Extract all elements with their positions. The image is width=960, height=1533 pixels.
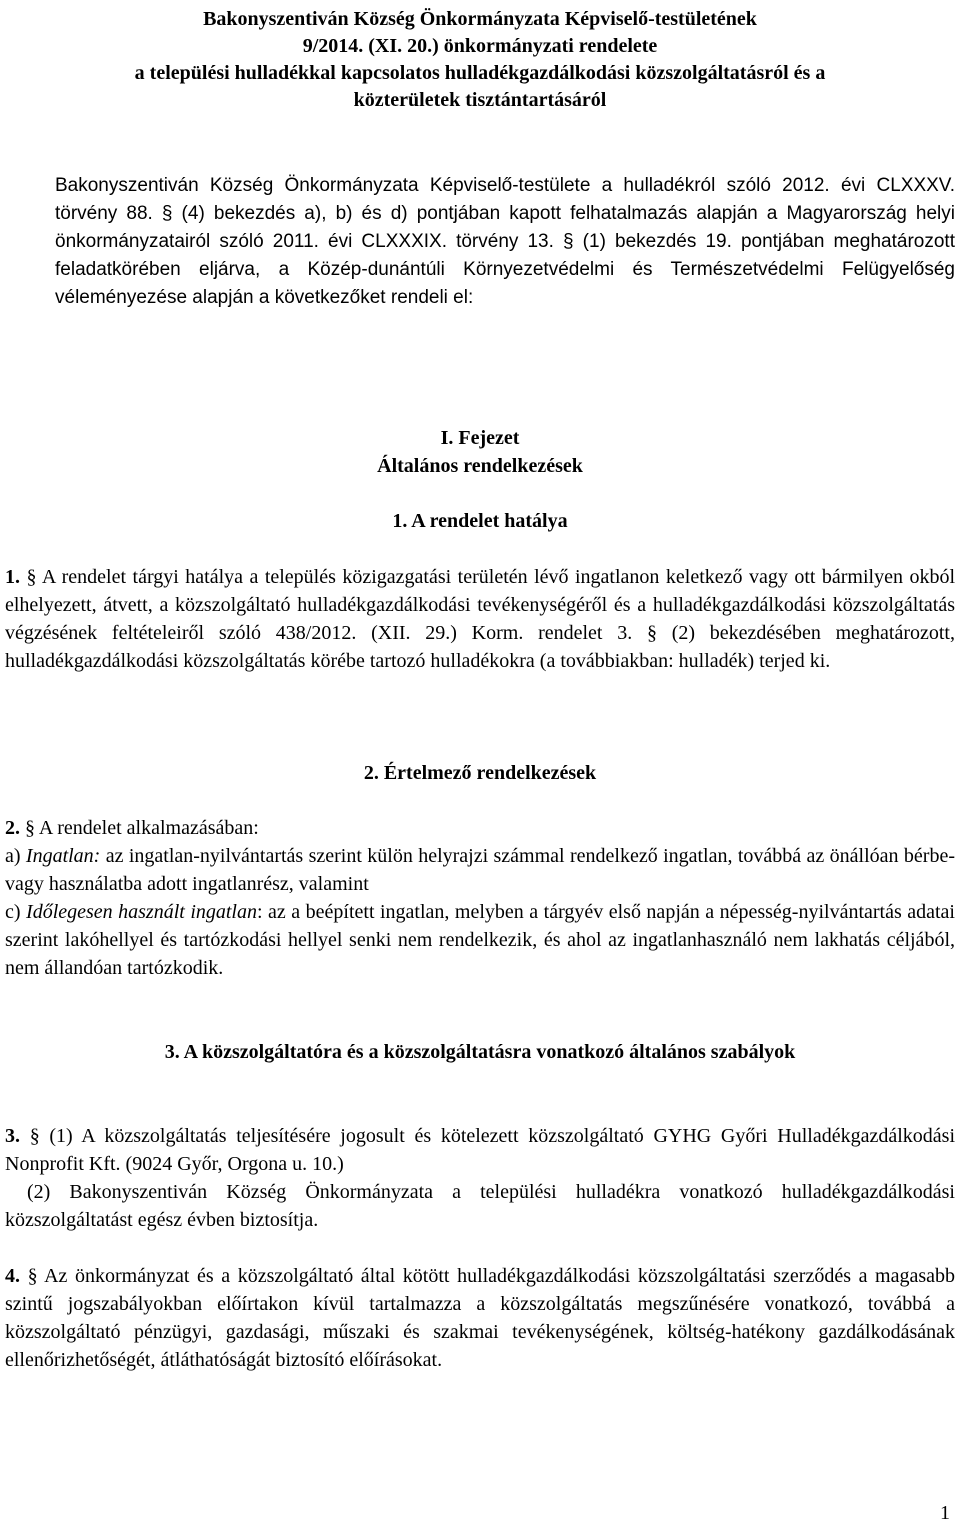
section-1-paragraph (5, 563, 955, 675)
section-3-paragraph (5, 1122, 955, 1234)
preamble-text: Bakonyszentiván Község Önkormányzata Képviselő-testülete a hulladékról szóló 2012. évi CLXXXV. törvény 88. § (4) bekezdés a), b) és d) pontjában kapott felhatalmazás alapján a Magyarország helyi önkormányzatairól szóló 2011. évi CLXXXIX. törvény 13. § (1) bekezdés 19. pontjában meghatározott feladatkörében eljárva, a Közép-dunántúli Környezetvédelmi és Természetvédelmi Felügyelőség véleményezése alapján a következőket rendeli el: (55, 175, 955, 308)
section-1-heading: 1. A rendelet hatálya (392, 510, 568, 532)
definition-c-prefix: c) (5, 901, 27, 923)
section-2-intro-line (5, 814, 955, 842)
title-line-3: a települési hulladékkal kapcsolatos hulladékgazdálkodási közszolgáltatásról és a (134, 62, 826, 84)
preamble (5, 172, 955, 312)
section-1-number: 1. (5, 566, 20, 588)
page-number: 1 (940, 1502, 950, 1524)
section-2-paragraph (5, 814, 955, 982)
section-3-text-1: § (1) A közszolgáltatás teljesítésére jogosult és kötelezett közszolgáltató GYHG Győri Hulladékgazdálkodási Nonprofit Kft. (9024 Győr, Orgona u. 10.) (5, 1125, 955, 1175)
section-3-point-1 (5, 1122, 955, 1178)
definition-a-text: az ingatlan-nyilvántartás szerint külön helyrajzi számmal rendelkező ingatlan, továbbá az önállóan bérbe- vagy használatba adott ingatlanrész, valamint (5, 845, 955, 895)
definition-a-term: Ingatlan: (25, 845, 101, 867)
definition-c (5, 898, 955, 982)
section-1-text: § A rendelet tárgyi hatálya a település közigazgatási területén lévő ingatlanon keletkező vagy ott bármilyen okból elhelyezett, átvett, a közszolgáltató hulladékgazdálkodási tevékenységéről és a hulladékgazdálkodási közszolgáltatás végzésének feltételeiről szóló 438/2012. (XII. 29.) Korm. rendelet 3. § (2) bekezdésében meghatározott, hulladékgazdálkodási közszolgáltatás körébe tartozó hulladékokra (a továbbiakban: hulladék) terjed ki. (5, 566, 955, 672)
section-3-heading: 3. A közszolgáltatóra és a közszolgáltatásra vonatkozó általános szabályok (164, 1041, 796, 1063)
section-3-point-2: (2) Bakonyszentiván Község Önkormányzata a települési hulladékra vonatkozó hulladékgazdálkodási közszolgáltatást egész évben biztosítja. (5, 1181, 955, 1231)
document-title (0, 6, 960, 114)
chapter-number: I. Fejezet (440, 427, 520, 449)
section-3-number: 3. (5, 1125, 20, 1147)
section-2-number: 2. (5, 817, 20, 839)
section-4-number: 4. (5, 1265, 20, 1287)
definition-c-term: Időlegesen használt ingatlan (26, 901, 257, 923)
title-line-1: Bakonyszentiván Község Önkormányzata Képviselő-testületének (203, 8, 757, 30)
title-line-2: 9/2014. (XI. 20.) önkormányzati rendelete (302, 35, 658, 57)
section-4-paragraph (5, 1262, 955, 1374)
definition-a (5, 842, 955, 898)
chapter-title: Általános rendelkezések (377, 455, 583, 477)
title-line-4: közterületek tisztántartásáról (353, 89, 607, 111)
definition-c-text: : az a beépített ingatlan, melyben a tárgyév első napján a népesség-nyilvántartás adatai szerint lakóhellyel és tartózkodási hellyel senki nem rendelkezik, és ahol az ingatlanhasználó nem lakhatás céljából, nem állandóan tartózkodik. (5, 901, 955, 979)
section-2-heading: 2. Értelmező rendelkezések (363, 762, 597, 784)
section-2-intro: § A rendelet alkalmazásában: (25, 817, 259, 839)
definition-a-prefix: a) (5, 845, 26, 867)
section-4-text: § Az önkormányzat és a közszolgáltató által kötött hulladékgazdálkodási közszolgáltatási szerződés a magasabb szintű jogszabályokban előírtakon kívül tartalmazza a közszolgáltatás megszűnésére vonatkozó, továbbá a közszolgáltató pénzügyi, gazdasági, műszaki és szakmai tevékenységének, költség-hatékony gazdálkodásának ellenőrizhetőségét, átláthatóságát biztosító előírásokat. (5, 1265, 956, 1371)
